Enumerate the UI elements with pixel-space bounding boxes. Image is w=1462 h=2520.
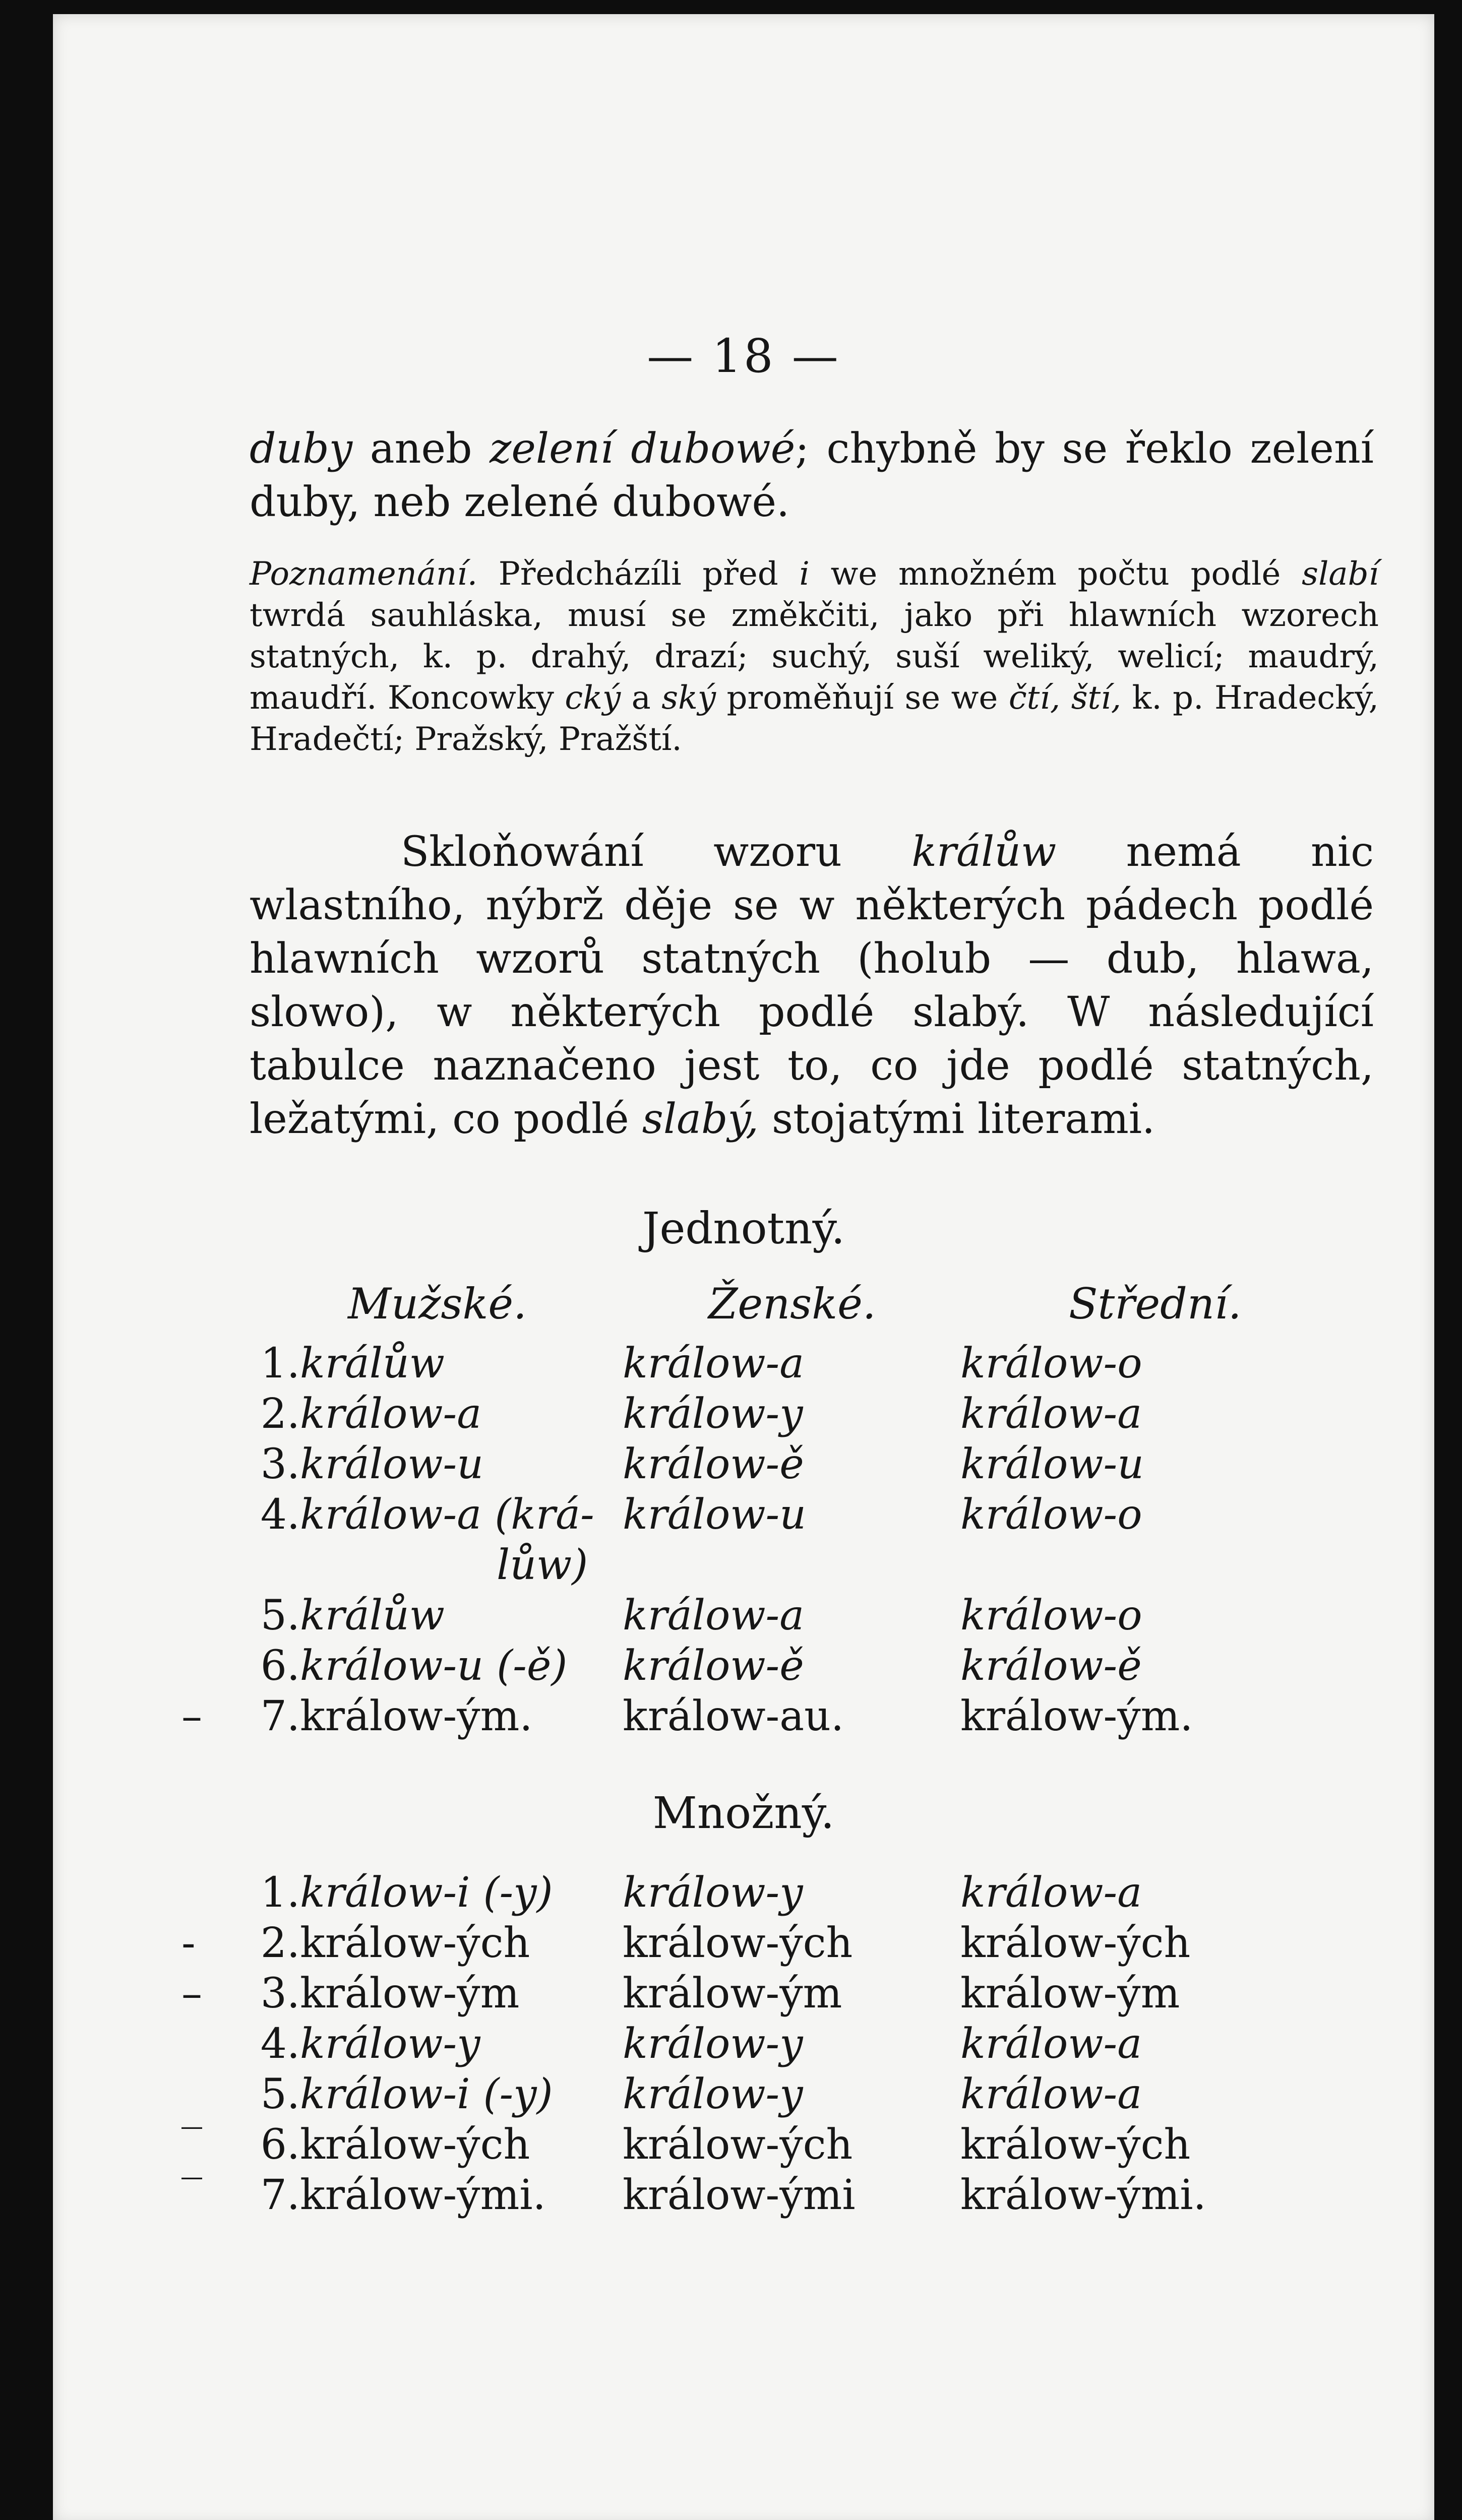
header-neuter: Střední. [1069,1279,1242,1329]
table-row [53,1340,1434,1390]
case-number: 2. [260,1919,300,1967]
neuter-form: králow-ými. [960,2171,1206,2219]
neuter-form: králow-ým. [960,1692,1193,1740]
masculine-form: králow-a (krá- [300,1491,594,1539]
case-number: 5. [260,1592,300,1640]
note-sky: ský [661,679,716,717]
intro-text-2: ; chybně by se řeklo zelení duby, neb zelené dubowé. [250,425,1374,526]
main-kraluv: králůw [911,828,1057,876]
neuter-form: králow-a [960,1390,1142,1438]
neuter-form: králow-u [960,1440,1144,1488]
intro-text-1: aneb [352,425,490,473]
case-number: 6. [260,1642,300,1690]
feminine-form: králow-y [623,2020,803,2068]
table-row [53,2121,1434,2171]
row-mark: – [181,1970,202,2018]
case-number: 1. [260,1869,300,1917]
feminine-form: králow-ě [623,1642,804,1690]
case-number: 3. [260,1970,300,2018]
plural-title: Množný. [652,1788,835,1839]
case-number: 6. [260,2121,300,2169]
neuter-form: králow-ě [960,1642,1142,1690]
intro-word-duby: duby [250,425,353,473]
masculine-form: králow-ým. [300,1692,533,1740]
table-row [53,1869,1434,1919]
table-row [53,1592,1434,1642]
masculine-form: králow-i (-y) [300,2070,553,2118]
feminine-form: králow-a [623,1340,805,1388]
feminine-form: králow-y [623,2070,803,2118]
note-sti: ští, [1071,679,1122,717]
note-text-5: proměňují se we [716,679,1009,717]
masculine-form: králow-y [300,2020,480,2068]
feminine-form: králow-au. [623,1692,844,1740]
feminine-form: králow-a [623,1592,805,1640]
singular-title: Jednotný. [642,1204,845,1254]
neuter-form: králow-o [960,1340,1142,1388]
masculine-form: králow-u (-ě) [300,1642,568,1690]
table-row [53,1440,1434,1491]
feminine-form: králow-u [623,1491,807,1539]
intro-word-zeleni-dubowe: zelení dubowé [490,425,796,473]
case-number: 5. [260,2070,300,2118]
main-text-3: stojatými literami. [758,1095,1155,1143]
table-row [53,1491,1434,1541]
table-row [53,1541,1434,1592]
feminine-form: králow-ě [623,1440,804,1488]
page-number: — 18 — [647,329,840,383]
neuter-form: králow-ých [960,1919,1191,1967]
masculine-form: lůw) [497,1541,588,1589]
note-text-7: k. p. Hradecký, Hradečtí; Pražský, Pražští. [250,679,1379,758]
masculine-form: králow-a [300,1390,482,1438]
neuter-form: králow-ým [960,1970,1180,2018]
main-paragraph [250,826,1374,1146]
note-text-3: twrdá sauhláska, musí se změkčiti, jako při hlawních wzorech statných, k. p. drahý, drazí; suchý, suší weliký, welicí; maudrý, maudří. Koncowky [250,597,1379,717]
main-slaby: slabý, [642,1095,759,1143]
header-masculine: Mužské. [348,1279,527,1329]
table-row [53,2171,1434,2222]
note-slabi: slabí [1302,555,1379,593]
main-text-1: Skloňowání wzoru [401,828,912,876]
masculine-form: králůw [300,1340,445,1388]
note-label: Poznamenání. [250,555,478,593]
feminine-form: králow-ých [623,1919,853,1967]
neuter-form: králow-o [960,1592,1142,1640]
table-row [53,1642,1434,1692]
case-number: 7. [260,2171,300,2219]
note-cti: čtí, [1008,679,1061,717]
table-row [53,2020,1434,2070]
masculine-form: králůw [300,1592,445,1640]
neuter-form: králow-ých [960,2121,1191,2169]
neuter-form: králow-o [960,1491,1142,1539]
table-row [53,1692,1434,1743]
neuter-form: králow-a [960,1869,1142,1917]
table-row [53,1390,1434,1440]
note-text-2: we množném počtu podlé [809,555,1302,593]
case-number: 3. [260,1440,300,1488]
note-text-6 [1060,679,1071,717]
table-row [53,1919,1434,1970]
case-number: 7. [260,1692,300,1740]
masculine-form: králow-ých [300,2121,530,2169]
row-mark: ‾ [181,2171,202,2219]
case-number: 4. [260,2020,300,2068]
table-row [53,1970,1434,2020]
note-text-1: Předcházíli před [477,555,800,593]
masculine-form: králow-ým [300,1970,520,2018]
note-text-4: a [621,679,662,717]
masculine-form: králow-u [300,1440,484,1488]
neuter-form: králow-a [960,2020,1142,2068]
main-text-2: nemá nic wlastního, nýbrž děje se w některých pádech podlé hlawních wzorů statných (holub — dub, hlawa, slowo), w některých podlé slabý. W následující tabulce naznačeno jest to, co jde podlé statných, ležatými, co podlé [250,828,1374,1143]
case-number: 4. [260,1491,300,1539]
masculine-form: králow-ými. [300,2171,546,2219]
table-row [53,2070,1434,2121]
note-cky: cký [565,679,621,717]
feminine-form: králow-ými [623,2171,856,2219]
feminine-form: králow-y [623,1869,803,1917]
masculine-form: králow-ých [300,1919,530,1967]
feminine-form: králow-y [623,1390,803,1438]
feminine-form: králow-ých [623,2121,853,2169]
book-page [53,14,1434,2520]
header-feminine: Ženské. [708,1279,876,1329]
feminine-form: králow-ým [623,1970,842,2018]
row-mark: ‾ [181,2121,202,2169]
case-number: 2. [260,1390,300,1438]
row-mark: - [181,1919,196,1967]
masculine-form: králow-i (-y) [300,1869,553,1917]
neuter-form: králow-a [960,2070,1142,2118]
row-mark: – [181,1692,202,1740]
note-paragraph [250,553,1379,760]
note-i: i [799,555,810,593]
intro-paragraph [250,422,1374,529]
case-number: 1. [260,1340,300,1388]
